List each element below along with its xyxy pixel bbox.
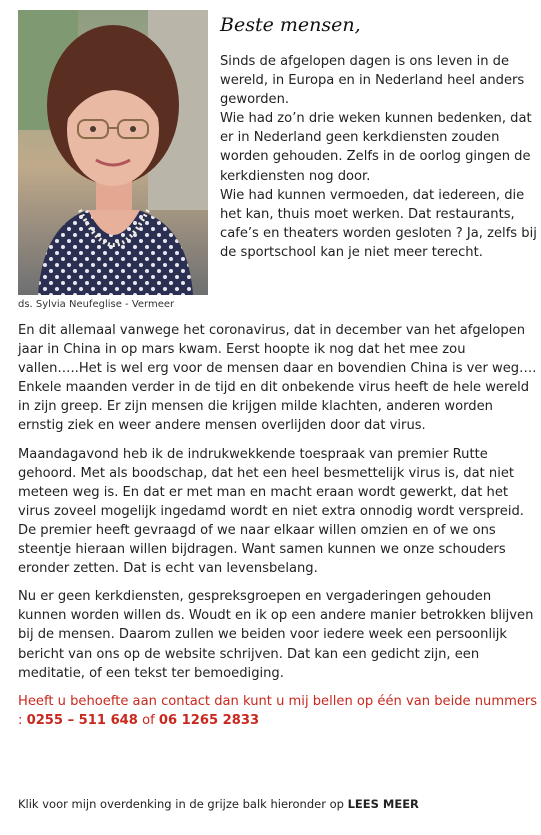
phone-number-mobile: 06 1265 2833 <box>158 712 260 728</box>
body-paragraph: Maandagavond heb ik de indrukwekkende toespraak van premier Rutte gehoord. Met als boodschap, dat het een heel besmettelijk virus is, dat niet meteen weg is. En dat er met man en macht eraan wordt gewerkt, dat het virus zoveel mogelijk ingedamd wordt en niet extra onnodig wordt verspreid. De premier heeft gevraagd of we naar elkaar willen omzien en of we ons steentje hieraan willen bijdragen. Want samen kunnen we onze schouders eronder zetten. Dat is echt van levensbelang. <box>18 446 524 577</box>
intro-paragraph: Wie had zo’n drie weken kunnen bedenken, dat er in Nederland geen kerkdiensten zouden worden gehouden. Zelfs in de oorlog gingen de kerkdiensten nog door. <box>220 111 532 184</box>
contact-text: Heeft u behoefte aan contact dan kunt u mij bellen op één van beide nummers : <box>18 693 538 728</box>
greeting-heading: Beste mensen, <box>220 14 361 36</box>
portrait-photo <box>18 10 208 295</box>
photo-caption: ds. Sylvia Neufeglise - Vermeer <box>18 299 175 310</box>
phone-number-landline: 0255 – 511 648 <box>26 712 138 728</box>
letter-body <box>18 321 538 730</box>
intro-paragraph: Wie had kunnen vermoeden, dat iedereen, die het kan, thuis moet werken. Dat restaurants, cafe’s en theaters worden gesloten ? Ja, zelfs bij de sportschool kan je niet meer terecht. <box>220 187 537 260</box>
lees-meer-label: LEES MEER <box>347 797 419 811</box>
footer-text: Klik voor mijn overdenking in de grijze balk hieronder op <box>18 797 348 811</box>
contact-paragraph <box>18 692 538 730</box>
body-paragraph: Nu er geen kerkdiensten, gespreksgroepen en vergaderingen gehouden kunnen worden willen ds. Woudt en ik op een andere manier betrokken blijven bij de mensen. Daarom zullen we beiden voor iedere week een persoonlijk bericht van ons op de website schrijven. Dat kan een gedicht zijn, een meditatie, of een tekst ter bemoediging. <box>18 589 534 681</box>
intro-paragraph: Sinds de afgelopen dagen is ons leven in de wereld, in Europa en in Nederland heel anders geworden. <box>220 54 525 108</box>
portrait-illustration <box>18 10 208 295</box>
body-paragraph: En dit allemaal vanwege het coronavirus, dat in december van het afgelopen jaar in China in op mars kwam. Eerst hoopte ik nog dat het mee zou vallen…..Het is wel erg voor de mensen daar en bovendien China is ver weg…. Enkele maanden verder in de tijd en dit onbekende virus heeft de hele wereld in zijn greep. Er zijn mensen die krijgen milde klachten, anderen worden ernstig ziek en weer andere mensen overlijden door dat virus. <box>18 323 537 434</box>
footer-note <box>18 797 419 811</box>
contact-or: of <box>137 712 159 728</box>
intro-text <box>220 52 538 262</box>
